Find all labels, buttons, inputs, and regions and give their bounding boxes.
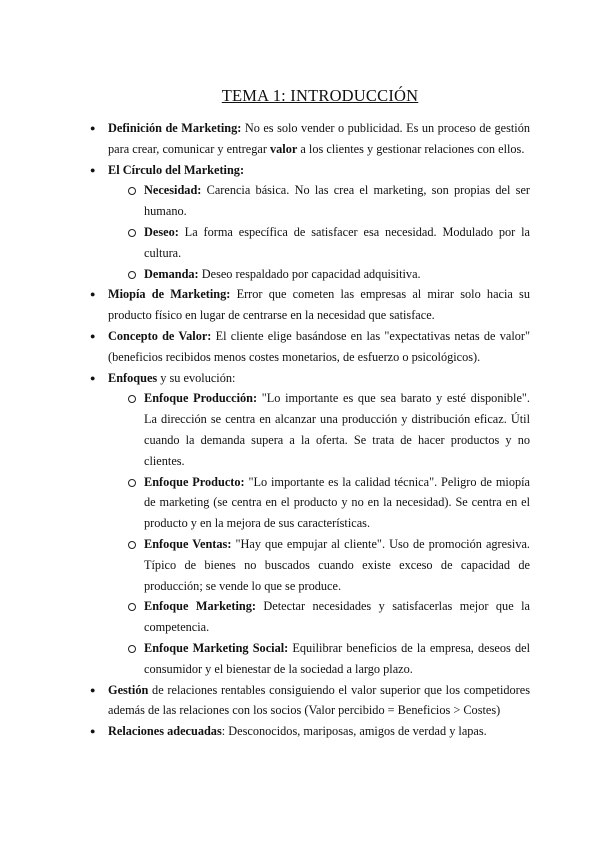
sub-item-demanda xyxy=(128,264,530,285)
term-bold: valor xyxy=(270,141,298,156)
bullet-icon: ● xyxy=(90,123,96,133)
bullet-icon: ● xyxy=(90,289,96,300)
sub-item-enfoque-produccion xyxy=(128,388,530,471)
term-label: Necesidad: xyxy=(144,183,202,198)
term-label: Enfoque Ventas: xyxy=(144,536,232,551)
sub-item-enfoque-ventas xyxy=(128,534,530,596)
list-item-enfoques xyxy=(90,368,530,680)
sub-list xyxy=(108,388,530,679)
item-text: La forma específica de satisfacer esa necesidad. Modulado por la cultura. xyxy=(144,224,530,260)
page-title: TEMA 1: INTRODUCCIÓN xyxy=(221,86,419,105)
item-text: : Desconocidos, mariposas, amigos de verdad y lapas. xyxy=(221,724,487,739)
sub-item-enfoque-producto xyxy=(128,472,530,534)
circle-bullet-icon xyxy=(128,229,136,237)
list-item-circulo xyxy=(90,160,530,285)
sub-item-deseo xyxy=(128,222,530,264)
main-list xyxy=(90,118,530,742)
sub-item-enfoque-marketing-social xyxy=(128,638,530,680)
term-label: Gestión xyxy=(108,682,149,697)
list-item-definicion xyxy=(90,118,530,160)
circle-bullet-icon xyxy=(128,479,136,487)
term-label: Enfoque Producción: xyxy=(144,391,258,406)
item-text: y su evolución: xyxy=(157,370,236,385)
term-label: Demanda: xyxy=(144,266,199,281)
item-text: El cliente elige basándose en las "expectativas netas de valor" (beneficios recibidos menos costes monetarios, de esfuerzo o psicológicos). xyxy=(108,328,530,364)
list-item-relaciones xyxy=(90,721,530,742)
term-label: Miopía de Marketing: xyxy=(108,287,231,302)
item-text: Carencia básica. No las crea el marketing, son propias del ser humano. xyxy=(144,183,530,219)
term-label: Relaciones adecuadas xyxy=(108,724,222,739)
circle-bullet-icon xyxy=(128,187,136,195)
list-item-miopia xyxy=(90,284,530,326)
item-text: de relaciones rentables consiguiendo el valor superior que los competidores además de las relaciones con los socios (Valor percibido = Beneficios > Costes) xyxy=(108,682,530,718)
list-item-gestion xyxy=(90,680,530,722)
circle-bullet-icon xyxy=(128,645,136,653)
list-item-valor xyxy=(90,326,530,368)
bullet-icon: ● xyxy=(90,726,96,737)
term-label: Enfoques xyxy=(108,370,158,385)
item-text: "Lo importante es la calidad técnica". Peligro de miopía de marketing (se centra en el producto y no en la necesidad). Se centra en el producto y en la mejora de sus características. xyxy=(144,474,530,531)
term-label: El Círculo del Marketing: xyxy=(108,162,245,177)
circle-bullet-icon xyxy=(128,541,136,549)
term-label: Deseo: xyxy=(144,224,179,239)
term-label: Definición de Marketing: xyxy=(108,121,242,135)
bullet-icon: ● xyxy=(90,330,96,341)
term-label: Enfoque Producto: xyxy=(144,474,245,489)
term-label: Concepto de Valor: xyxy=(108,328,212,343)
term-label: Enfoque Marketing Social: xyxy=(144,640,289,655)
item-text: No es solo vender o publicidad. Es un proceso de gestión para crear, comunicar y entregar xyxy=(108,121,530,156)
item-text: "Hay que empujar al cliente". Uso de promoción agresiva. Típico de bienes no buscados cuando existe exceso de capacidad de producción; se vende lo que se produce. xyxy=(144,536,530,593)
circle-bullet-icon xyxy=(128,271,136,279)
item-text: Equilibrar beneficios de la empresa, deseos del consumidor y el bienestar de la sociedad a largo plazo. xyxy=(144,640,530,676)
circle-bullet-icon xyxy=(128,395,136,403)
circle-bullet-icon xyxy=(128,603,136,611)
item-text: Detectar necesidades y satisfacerlas mejor que la competencia. xyxy=(144,599,530,635)
sub-item-enfoque-marketing xyxy=(128,596,530,638)
sub-item-necesidad xyxy=(128,180,530,222)
item-text: "Lo importante es que sea barato y esté disponible". La dirección se centra en alcanzar una producción y distribución eficaz. Útil cuando la demanda supera a la oferta. Se trata de hacer productos y no clientes. xyxy=(144,391,531,468)
item-text: Error que cometen las empresas al mirar solo hacia su producto físico en lugar de centrarse en la necesidad que satisface. xyxy=(108,287,530,323)
item-text: Deseo respaldado por capacidad adquisitiva. xyxy=(198,266,421,281)
term-label: Enfoque Marketing: xyxy=(144,599,256,614)
bullet-icon: ● xyxy=(90,164,96,175)
sub-list xyxy=(108,180,530,284)
bullet-icon: ● xyxy=(90,684,96,695)
bullet-icon: ● xyxy=(90,372,96,383)
item-text: a los clientes y gestionar relaciones con ellos. xyxy=(297,141,525,156)
